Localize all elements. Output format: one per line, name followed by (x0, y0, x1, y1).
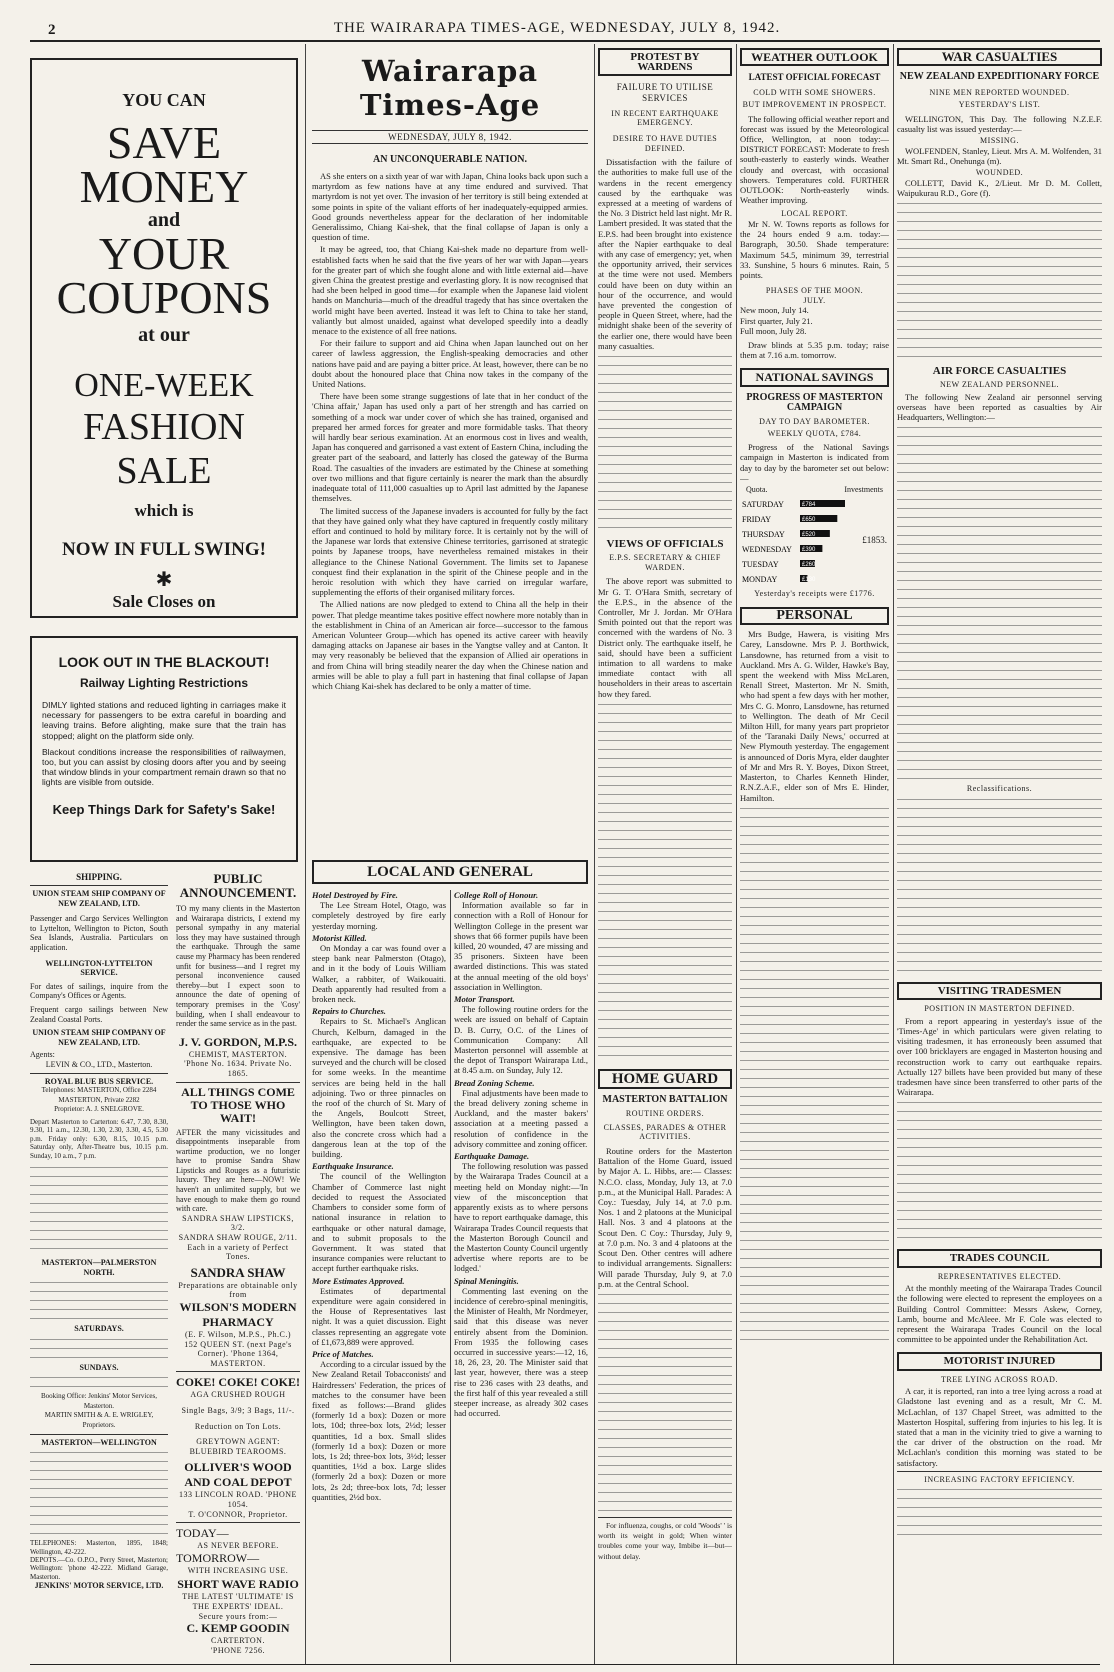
notice-title: LOOK OUT IN THE BLACKOUT! (58, 654, 270, 670)
article-subhead: DESIRE TO HAVE DUTIES DEFINED. (612, 134, 718, 153)
article-body: The following official weather report and forecast was issued by the Meteorological Office, Wellington, at noon today:— DISTRICT FORECAST: Moderate to fresh south-easterly to easterly winds. Weather cloudy and overcast, with occasional showers. Temperatures cold. FURTHER OUTLOOK: North-easterly winds. Weather improving. (740, 113, 889, 206)
ad-line: which is (134, 501, 194, 520)
news-head: Motorist Killed. (312, 932, 367, 943)
bar-value-label: £784 (802, 502, 816, 509)
bar-value-label: £520 (802, 532, 816, 539)
ad-title: INCREASING FACTORY EFFICIENCY. (924, 1474, 1075, 1484)
casualty-entry: WOLFENDEN, Stanley, Lieut. Mrs A. M. Wolfenden, 31 Mt. Smart Rd., Onehunga (m). (897, 145, 1102, 166)
label: Agents: (30, 1050, 55, 1060)
ad-line: Reduction on Ton Lots. (194, 1421, 282, 1431)
ad-line: and (147, 209, 181, 231)
bar-value-label: £130 (802, 577, 816, 584)
ad-line: SANDRA SHAW LIPSTICKS, 3/2. (182, 1213, 294, 1233)
ad-line: at our (138, 324, 190, 346)
news-body: Final adjustments have been made to the bread delivery zoning scheme in Auckland, and the master bakers' association at a meeting passed a resolution of confidence in the advisory committee and zoning officer. (454, 1087, 588, 1149)
subhead: WELLINGTON-LYTTELTON SERVICE. (45, 958, 153, 978)
farmers-sale-ad: YOU CAN SAVE MONEY and YOUR COUPONS at our ONE-WEEK FASHION SALE which is NOW IN FULL SWING! ✱ Sale Closes on (30, 58, 298, 618)
ad-line: AS NEVER BEFORE. (197, 1541, 279, 1551)
list-head: WOUNDED. (975, 168, 1024, 177)
article-subhead: NEW ZEALAND EXPEDITIONARY FORCE (899, 71, 1100, 83)
shipping-column (30, 872, 168, 1662)
news-head: College Roll of Honour. (454, 890, 539, 900)
telephones: TELEPHONES: Masterton, 1895, 1848; Wellington, 42-222. (30, 1539, 168, 1556)
phones: Telephones: MASTERTON, Office 2284 MASTERTON, Private 2282 (41, 1086, 157, 1104)
company-name: OLLIVER'S WOOD AND COAL DEPOT (184, 1460, 292, 1490)
article-title: HOME GUARD (598, 1069, 732, 1089)
address: 152 QUEEN ST. (next Page's Corner). 'Phone 1364, MASTERTON. (184, 1339, 292, 1368)
ad-line: TODAY— (176, 1526, 229, 1541)
article-title: PERSONAL (740, 607, 889, 625)
moon-phase: First quarter, July 21. (740, 315, 813, 326)
article-subhead: MASTERTON BATTALION (602, 1094, 728, 1106)
article-subhead: BUT IMPROVEMENT IN PROSPECT. (742, 100, 887, 109)
ad-line: SANDRA SHAW ROUGE, 2/11. (178, 1233, 298, 1243)
proprietors: MARTIN SMITH & A. E. WRIGLEY, Proprietors. (44, 1411, 154, 1430)
column-divider (893, 44, 894, 1664)
article-subhead: LATEST OFFICIAL FORECAST (748, 72, 881, 83)
blackout-notice (30, 636, 298, 862)
column-divider (450, 890, 451, 1662)
ad-headline: YOUR COUPONS (56, 228, 272, 323)
news-body: On Monday a car was found over a steep bank near Palmerston (Otago), and in it the body of Louis William Walker, a rabbiter, of Waikouaiti. Death apparently had resulted from a broken neck. (312, 943, 446, 1005)
ad-title: COKE! COKE! COKE! (176, 1375, 300, 1390)
article-subhead: COLD WITH SOME SHOWERS. (753, 88, 876, 98)
article-body: Progress of the National Savings campaign in Masterton is indicated from day to day by the barometer set out below:— (740, 442, 889, 483)
article-subhead: REPRESENTATIVES ELECTED. (937, 1271, 1062, 1281)
ad-line: Sale Closes on (112, 592, 216, 611)
subhead: SATURDAYS. (74, 1324, 124, 1334)
article-subhead: WEEKLY QUOTA, £784. (767, 428, 862, 438)
ad-body: TO my many clients in the Masterton and Wairarapa districts, I extend my personal sympathy in any material loss they may have sustained through the earthquake. Through the same cause my Pharmacy has been rendered unfit for business—and I regret my personal inconvenience caused thereby—but I expect soon to announce the date of opening of temporary premises in the 'Cosy' building, when I shall endeavour to render the same service as in the past. (176, 904, 300, 1029)
article-subhead: POSITION IN MASTERTON DEFINED. (924, 1004, 1075, 1014)
bar-category-label: FRIDAY (742, 515, 772, 525)
moon-phase: Full moon, July 28. (740, 325, 807, 336)
article-title: WEATHER OUTLOOK (740, 48, 889, 66)
ad-line: Preparations are obtainable only from (178, 1280, 298, 1300)
article-body: From a report appearing in yesterday's issue of the 'Times-Age' in which particulars were given relating to visiting tradesmen, it has erroneously been assumed that over 100 bricklayers are engaged in Masterton housing and reconstruction work to carry out earthquake repairs. Actually 127 billets have been provided but many of these tradesmen have since been transferred to other parts of the Wairarapa. (897, 1015, 1102, 1098)
article-body: A car, it is reported, ran into a tree lying across a road at Gladstone last evening and as a result, Mr C. M. McLachlan, of 137 Chapel Street, was admitted to the Masterton Hospital, suffering from injuries to his leg. It is stated that a man in the vicinity tried to give a warning to the car driver of the obstruction on the road. Mr McLachlan's condition this morning was stated to be satisfactory. (897, 1386, 1102, 1468)
article-title: NATIONAL SAVINGS (740, 368, 889, 386)
section-head: SHIPPING. (76, 872, 122, 882)
column-label: Investments (844, 485, 883, 495)
ad-line: NOW IN FULL SWING! (62, 539, 266, 560)
editorial-body: AS she enters on a sixth year of war with Japan, China looks back upon such a martyrdom as few nations have at any time endured and survived. That martyrdom is not yet over. The invasion of her territory is still being extended at some points in spite of the valiant efforts of her inadequately-equipped armies. Good grounds nevertheless appear for the declaration of her indomitable Generalissimo, Chiang Kai-shek, that the final collapse of Japan is only a question of time. It may be agreed, too, that Chiang Kai-shek made no departure from well-established facts when he said that the five years of her war with Japan—years for the greater part of which she fought alone and with little external aid—have given China the greatest prestige and everlasting glory. It is now recognised that had she been helped in good time—for example when the Japanese laid violent hands on Manchuria—much of the dreadful tragedy that has since overtaken the world might have been averted. Instead it was left to China to take her stand, valiantly but almost unaided, against what developed speedily into a deadly menace to the existence of all free nations. For their failure to support and aid China when Japan launched out on her career of lawless aggression, the English-speaking democracies and other nations have paid and are paying a bitter price. At least, however, there can be no doubt about the honoured place that China now takes in the company of the United Nations. There have been some strange suggestions of late that in her conduct of the 'China affair,' Japan has used only a part of her strength and has carried on something of a mock war under cover of which she has trained, organised and prepared her armed forces for greater and more formidable tasks. That theory will hardly bear serious examination. At an enormous cost in lives and wealth, Japan has conquered and garrisoned a vast extent of Eastern China, including the greater part of the seaboard, and latterly has closed the gateway of the Burma Road. The casualties of the invaders are estimated by the Chinese at something over two millions and that figure certainly is nearer the mark than the absurdly inadequate total of 111,000 casualties up to April last admitted by the Japanese themselves. The limited success of the Japanese invaders is accounted for fully by the fact that they have gained only what they have captured in frequently costly military effort and continued to hold by military force. It is certainly not by the will of the Japanese war lords that extensive Chinese territories, garrisoned at strategic points by Japanese troops, have nevertheless remained mistakes in their allegiance to the Chinese National Government. The limits set to Japanese conquest find their explanation in the spirit of the Chinese people and in the heroic resolution with which they have carried on irregular warfare, supplementing the efforts of their organised military forces. The Allied nations are now pledged to extend to China all the help in their power. That pledge meantime takes positive effect nowhere more notably than in the establishment in China of an American air force—successor to the famous American Volunteer Group—which has opened its active career with heavily damaging attacks on Japanese air bases in the Yangtse valley and at Canton. It may very reasonably be believed that the expansion of Allied air operations in and from China will bring steadily nearer the day when the Chinese nation and armies will be able to play a full part in hastening that final collapse of Japan which Chiang Kai-shek has declared to be only a matter of time. (312, 171, 588, 691)
article-subhead: PROGRESS OF MASTERTON CAMPAIGN (746, 391, 883, 413)
bar-value-label: £260 (802, 562, 816, 569)
savings-barometer (740, 495, 889, 589)
ad-line: THE LATEST 'ULTIMATE' IS THE EXPERTS' IDEAL. (182, 1592, 294, 1611)
news-head: Repairs to Churches. (312, 1006, 386, 1017)
notice-subtitle: Railway Lighting Restrictions (79, 676, 249, 690)
article-subhead: LOCAL REPORT. (781, 209, 848, 219)
column-divider (305, 44, 306, 1664)
bar-category-label: THURSDAY (742, 530, 785, 540)
notice-body: DIMLY lighted stations and reduced lighting in carriages make it necessary for passengers to be extra careful in boarding and leaving trains. Before alighting, make sure that the train has stopped; alight on the platform side only. (42, 700, 286, 741)
news-head: Earthquake Insurance. (312, 1161, 394, 1172)
ad-headline: SAVE MONEY (79, 117, 249, 212)
news-body: The following routine orders for the week are issued on behalf of Captain D. B. Curry, O.C. of the Lines of Communication Company: All Masterton personnel will assemble at the depot of Transport Wairarapa Ltd., at 8.45 a.m. on Sunday, July 12. (454, 1004, 588, 1076)
brand: SANDRA SHAW (190, 1264, 286, 1280)
news-body: The following resolution was passed by the Wairarapa Trades Council at a meeting held on Monday night:—'In view of the misconception that apparently exists as to where persons have to report earthquake damage, this Wairarapa Trades Council requests that the Masterton Borough Council and the Masterton County Council urgently advertise where reports are to be lodged.' (454, 1161, 588, 1274)
masthead: Wairarapa Times-Age (359, 54, 541, 122)
local-news-col1 (312, 890, 446, 1662)
news-head: Spinal Meningitis. (454, 1275, 519, 1286)
article-subhead: DAY TO DAY BAROMETER. (759, 417, 870, 427)
news-head: Price of Matches. (312, 1348, 374, 1359)
ad-title: SHORT WAVE RADIO (177, 1577, 299, 1592)
address: 133 LINCOLN ROAD. 'PHONE 1054. (179, 1490, 297, 1509)
proprietor: Proprietor: A. J. SNELGROVE. (54, 1105, 144, 1114)
article-body: Routine orders for the Masterton Battalion of the Home Guard, issued by Major A. L. Hibbs, are:— Classes: N.C.O. class, Monday, July 13, at 7.0 p.m., at the Municipal Hall. Parades: A Coy.: Tuesday, July 14, at 7.0 p.m. Nos. 1 and 2 platoons at the Municipal Hall. Nos. 3 and 4 platoons at the Scout Den. C Coy.: Thursday, July 9, at 7.0 p.m. No. 3 and 4 platoons at the Scout Den. Other centres will adhere to individual arrangements. Signallers: Will parade Thursday, July 9, at 7.0 p.m. at the Central School. (598, 1146, 732, 1289)
ad-line: TOMORROW— (176, 1550, 260, 1565)
section-head: ROYAL BLUE BUS SERVICE. (44, 1076, 154, 1086)
subhead: MASTERTON—PALMERSTON NORTH. (41, 1257, 157, 1277)
paragraph: Frequent cargo sailings between New Zealand Coastal Ports. (30, 1004, 168, 1024)
ad-line (32, 616, 296, 618)
ad-line: CARTERTON. (211, 1636, 265, 1646)
article-title: VISITING TRADESMEN (897, 982, 1102, 1000)
agent-name: LEVIN & CO., LTD., Masterton. (45, 1059, 153, 1069)
list-head: MISSING. (980, 136, 1019, 145)
bar-category-label: TUESDAY (742, 560, 779, 570)
proprietor: T. O'CONNOR, Proprietor. (188, 1509, 288, 1519)
news-body: Commenting last evening on the incidence of cerebro-spinal meningitis, the Minister of Health, Mr Nordmeyer, said that this disease was never entirely absent from the Dominion. From 1935 the following cases occurred in successive years:—12, 16, 18, 26, 23, 20. The Minister said that last year, however, there was a steep rise to 236 cases with 23 deaths, and the first half of this year revealed a still steeper increase, as already 302 cases had occurred. (454, 1285, 588, 1419)
article-subhead: NEW ZEALAND PERSONNEL. (939, 380, 1060, 390)
article-subhead: YESTERDAY'S LIST. (958, 100, 1041, 109)
store-name: WILSON'S MODERN PHARMACY (179, 1300, 297, 1329)
local-news-col2 (454, 890, 588, 1662)
ad-body: AFTER the many vicissitudes and disappointments inseparable from wartime production, we no longer have to promise Sandra Shaw Lipsticks and Rouges as a futuristic luxury. They are here—NOW! We haven't an unlimited supply, but we have enough to make them go round with care. (176, 1127, 300, 1214)
ad-line: Secure yours from:— (198, 1611, 278, 1621)
article-subhead: NINE MEN REPORTED WOUNDED. (929, 88, 1070, 98)
article-body: The above report was submitted to Mr G. T. O'Hara Smith, secretary of the E.P.S., in the absence of the Controller, Mr J. Jordan. Mr O'Hara Smith pointed out that the report was concerned with the wardens of No. 3 District only. The earthquake itself, he said, should have been a sufficient intimation to all wardens to make immediate contact with all householders in their areas to ascertain how they fared. (598, 576, 732, 699)
ads-column (176, 872, 300, 1662)
company-name: UNION STEAM SHIP COMPANY OF NEW ZEALAND, LTD. (32, 1028, 166, 1047)
investment-total: £1853. (862, 535, 887, 546)
news-head: Hotel Destroyed by Fire. (312, 890, 398, 900)
ad-line: AGA CRUSHED ROUGH (190, 1390, 286, 1400)
subhead: MASTERTON—WELLINGTON (41, 1437, 157, 1447)
article-subhead: IN RECENT EARTHQUAKE EMERGENCY. (611, 108, 719, 128)
local-general-banner (312, 860, 588, 884)
article-title: TRADES COUNCIL (897, 1249, 1102, 1267)
ad-line: GREYTOWN AGENT: BLUEBIRD TEAROOMS. (189, 1437, 287, 1456)
news-body: The Lee Stream Hotel, Otago, was completely destroyed by fire early yesterday morning. (312, 900, 446, 931)
article-subhead: CLASSES, PARADES & OTHER ACTIVITIES. (603, 1122, 727, 1142)
page-number: 2 (48, 22, 56, 36)
news-body: Information available so far in connection with a Roll of Honour for Wellington College in the present war shows that 66 former pupils have been killed, 20 wounded, 47 are missing and 35 prisoners. Sixteen have been awarded distinctions. This was stated at the annual meeting of the old boys' association in Wellington. (454, 900, 588, 992)
chemist-name: J. V. GORDON, M.P.S. (178, 1034, 298, 1049)
list-head: Reclassifications. (966, 784, 1033, 794)
article-title: MOTORIST INJURED (897, 1352, 1102, 1370)
article-body: Dissatisfaction with the failure of the authorities to make full use of the wardens in the recent emergency caused by the earthquake was expressed at a meeting of wardens of the No. 3 District held last night. Mr R. Lambert presided. It was stated that the E.P.S. had been brought into existence after the Napier earthquake to deal with any case of emergency; yet, when the opportunity arrived, their services at the time were not used. Members could have been on duty within an hour of the occurrence, and would have prevented the congestion of people in Queen Street, where, had the midnight shake been of the severity of the earlier one, there would have been many casualties. (598, 157, 732, 351)
news-head: Earthquake Damage. (454, 1151, 530, 1162)
masthead-date: WEDNESDAY, JULY 8, 1942. (312, 130, 588, 144)
news-body: The council of the Wellington Chamber of Commerce last night decided to request the Associated Chambers to consider some form of national insurance in relation to earthquake or other natural damage, and to submit proposals to the Government. It was stated that insurance companies were reluctant to accept further earthquake risks. (312, 1171, 446, 1274)
ad-title: PUBLIC ANNOUNCEMENT. (179, 872, 297, 900)
ad-line: CHEMIST, MASTERTON. (188, 1049, 288, 1059)
ad-line: Each in a variety of Perfect Tones. (187, 1242, 289, 1262)
ad-verse: For influenza, coughs, or cold 'Woods' ' is worth its weight in gold; When winter troubles come your way, Imbibe it—but—without delay. (598, 1520, 732, 1561)
bar-value-label: £650 (802, 517, 816, 524)
column-divider (736, 44, 737, 1664)
company-name: JENKINS' MOTOR SERVICE, LTD. (34, 1581, 164, 1591)
wardens-column (598, 48, 732, 1662)
article-body: Mrs Budge, Hawera, is visiting Mrs Carey, Lansdowne. Mrs P. J. Borthwick, Lansdowne, has returned from a visit to Auckland. Mrs A. G. Wilder, Hawke's Bay, spent the weekend with Miss McLaren, Renall Street, Masterton. Mr N. Smith, who had spent a few days with her mother, Mrs C. G. Monro, Lansdowne, has returned to Wellington. The death of Mr Cecil Milton Hill, for many years part proprietor of the 'Taranaki Daily News,' occurred at New Plymouth yesterday. The engagement is announced of Doris Myra, elder daughter of Mr and Mrs R. Y. Boyes, Dixon Street, Masterton, to Charles Kenneth Hinder, R.N.Z.A.F., elder son of Mrs E. Hinder, Hamilton. (740, 629, 889, 803)
column-divider (594, 44, 595, 1664)
ad-line: YOU CAN (122, 90, 206, 110)
page-header (0, 0, 1114, 36)
column-label: Quota. (746, 485, 768, 495)
ad-line: 'PHONE 7256. (210, 1645, 266, 1655)
article-title: WAR CASUALTIES (897, 48, 1102, 66)
bar-category-label: MONDAY (742, 575, 778, 585)
article-body: Mr N. W. Towns reports as follows for the 24 hours ended 9 a.m. today:—Barograph, 30.50. Shade temperature: Maximum 54.5, minimum 39, terrestrial 33. Sunshine, 5 hours 6 minutes. Rain, 5 points. (740, 219, 889, 281)
article-body: The following New Zealand air personnel serving overseas have been reported as casualties by Air Headquarters, Wellington:— (897, 391, 1102, 423)
news-head: Bread Zoning Scheme. (454, 1077, 535, 1088)
ad-line: (E. F. Wilson, M.P.S., Ph.C.) (184, 1330, 292, 1339)
article-subhead: ROUTINE ORDERS. (625, 1109, 705, 1119)
article-title: VIEWS OF OFFICIALS (606, 538, 724, 551)
ad-title: ALL THINGS COME TO THOSE WHO WAIT! (181, 1084, 295, 1125)
casualties-column (897, 48, 1102, 1662)
article-subhead: PHASES OF THE MOON. (765, 286, 864, 296)
news-body: Repairs to St. Michael's Anglican Church, Kelburn, damaged in the earthquake, are expected to be expensive. The damage has been surveyed and the church will be closed for some weeks. In the meantime services are being held in the hall adjoining. Two or three pinnacles on the roof of the church of St. Mary of the Angels, Boulcott Street, Wellington, have been taken down, also the concrete cross which had a dangerous lean at the top of the building. (312, 1016, 446, 1160)
ad-headline: ONE-WEEK (74, 367, 254, 404)
news-head: Motor Transport. (454, 994, 515, 1005)
article-body: WELLINGTON, This Day. The following N.Z.E.F. casualty list was issued yesterday:— (897, 113, 1102, 134)
article-subhead: FAILURE TO UTILISE SERVICES (616, 82, 714, 103)
notice-slogan: Keep Things Dark for Safety's Sake! (52, 801, 276, 817)
article-body: At the monthly meeting of the Wairarapa Trades Council the following were elected to represent the employees on a Building Control Committee: Messrs Askew, Corney, Lamb, bourne and McAleee. Mr F. Cole was elected to represent the Wairarapa Trades Council on the local committee to be appointed under the Rehabilitation Act. (897, 1283, 1102, 1345)
article-subhead: E.P.S. SECRETARY & CHIEF WARDEN. (609, 553, 721, 572)
booking-info: Booking Office: Jenkins' Motor Services, Masterton. (40, 1392, 158, 1410)
timetable: Depart Masterton to Carterton: 6.47, 7.30, 8.30, 9.30, 11 a.m., 12.30, 1.30, 2.30, 3.30, 4.5, 5.30 p.m. Friday only: 6.30, 8.15, 10.15 p.m. Saturday only, After-Theatre bus, 10.15 p.m. Sunday, 10 a.m., 7 p.m. (30, 1117, 168, 1160)
news-body: Estimates of departmental expenditure were again considered in the House of Representatives last night. It was a quiet discussion. Eight classes representing an aggregate vote of £1,673,889 were approved. (312, 1285, 446, 1347)
article-body: Draw blinds at 5.35 p.m. today; raise them at 7.16 a.m. tomorrow. (740, 340, 889, 361)
bar-category-label: WEDNESDAY (742, 545, 792, 555)
ad-headline: FASHION SALE (83, 406, 245, 492)
news-body: According to a circular issued by the New Zealand Retail Tobacconists' and Hairdressers' Federation, the prices of matches to the consumer have been fixed as follows:—Brand glides (formerly 1d a box): Dozen or more lots, 10d; three-box lots, 2½d; lesser quantities, 1d a box. Small slides (formerly 1d a box): Dozen or more lots, 1s 2d; three-box lots, 3½d; lesser quantities, 1½d a box. Large slides (formerly 2d a box): Dozen or more lots, 2s 2d; three-box lots, 7d; lesser quantities, 2½d box. (312, 1359, 446, 1502)
price: Single Bags, 3/9; 3 Bags, 11/-. (181, 1405, 295, 1415)
article-title: PROTEST BY WARDENS (598, 48, 732, 76)
news-head: More Estimates Approved. (312, 1275, 405, 1286)
article-body: Yesterday's receipts were £1776. (754, 589, 875, 599)
bar-category-label: SATURDAY (742, 500, 784, 510)
section-title: LOCAL AND GENERAL (367, 864, 533, 880)
notice-body: Blackout conditions increase the responsibilities of railwaymen, too, but you can assist by closing doors after you and by seeing that window blinds in your compartment remain drawn so that no lights are visible from outside. (42, 746, 286, 788)
weather-column (740, 48, 889, 1662)
article-subhead: TREE LYING ACROSS ROAD. (941, 1374, 1058, 1384)
month: JULY. (803, 295, 826, 305)
paragraph: Passenger and Cargo Services Wellington to Lyttelton, Wellington to Picton, South Sea Islands, Australia. Particulars on application. (30, 914, 168, 952)
dealer-name: C. KEMP GOODIN (186, 1621, 290, 1636)
casualty-entry: COLLETT, David K., 2/Lieut. Mr D. M. Collett, Waipukurau R.D., Gore (f). (897, 177, 1102, 198)
footer-rule (30, 1664, 1100, 1665)
header-rule (30, 40, 1100, 42)
article-title: AIR FORCE CASUALTIES (932, 365, 1067, 377)
paragraph: For dates of sailings, inquire from the Company's Offices or Agents. (30, 981, 168, 1001)
depots: DEPOTS.—Co. O.P.O., Perry Street, Masterton; Wellington: 'phone 42-222. Midland Garage, Masterton. (30, 1556, 168, 1581)
ad-line: WITH INCREASING USE. (187, 1565, 289, 1575)
bar-value-label: £390 (802, 547, 816, 554)
editorial-column (312, 48, 588, 858)
editorial-title: AN UNCONQUERABLE NATION. (373, 154, 527, 165)
company-name: UNION STEAM SHIP COMPANY OF NEW ZEALAND, LTD. (32, 889, 166, 908)
ad-line: 'Phone No. 1634. Private No. 1865. (184, 1059, 292, 1078)
moon-phase: New moon, July 14. (740, 305, 809, 316)
newspaper-title-line: THE WAIRARAPA TIMES-AGE, WEDNESDAY, JULY 8, 1942. (333, 20, 781, 36)
subhead: SUNDAYS. (79, 1362, 119, 1372)
